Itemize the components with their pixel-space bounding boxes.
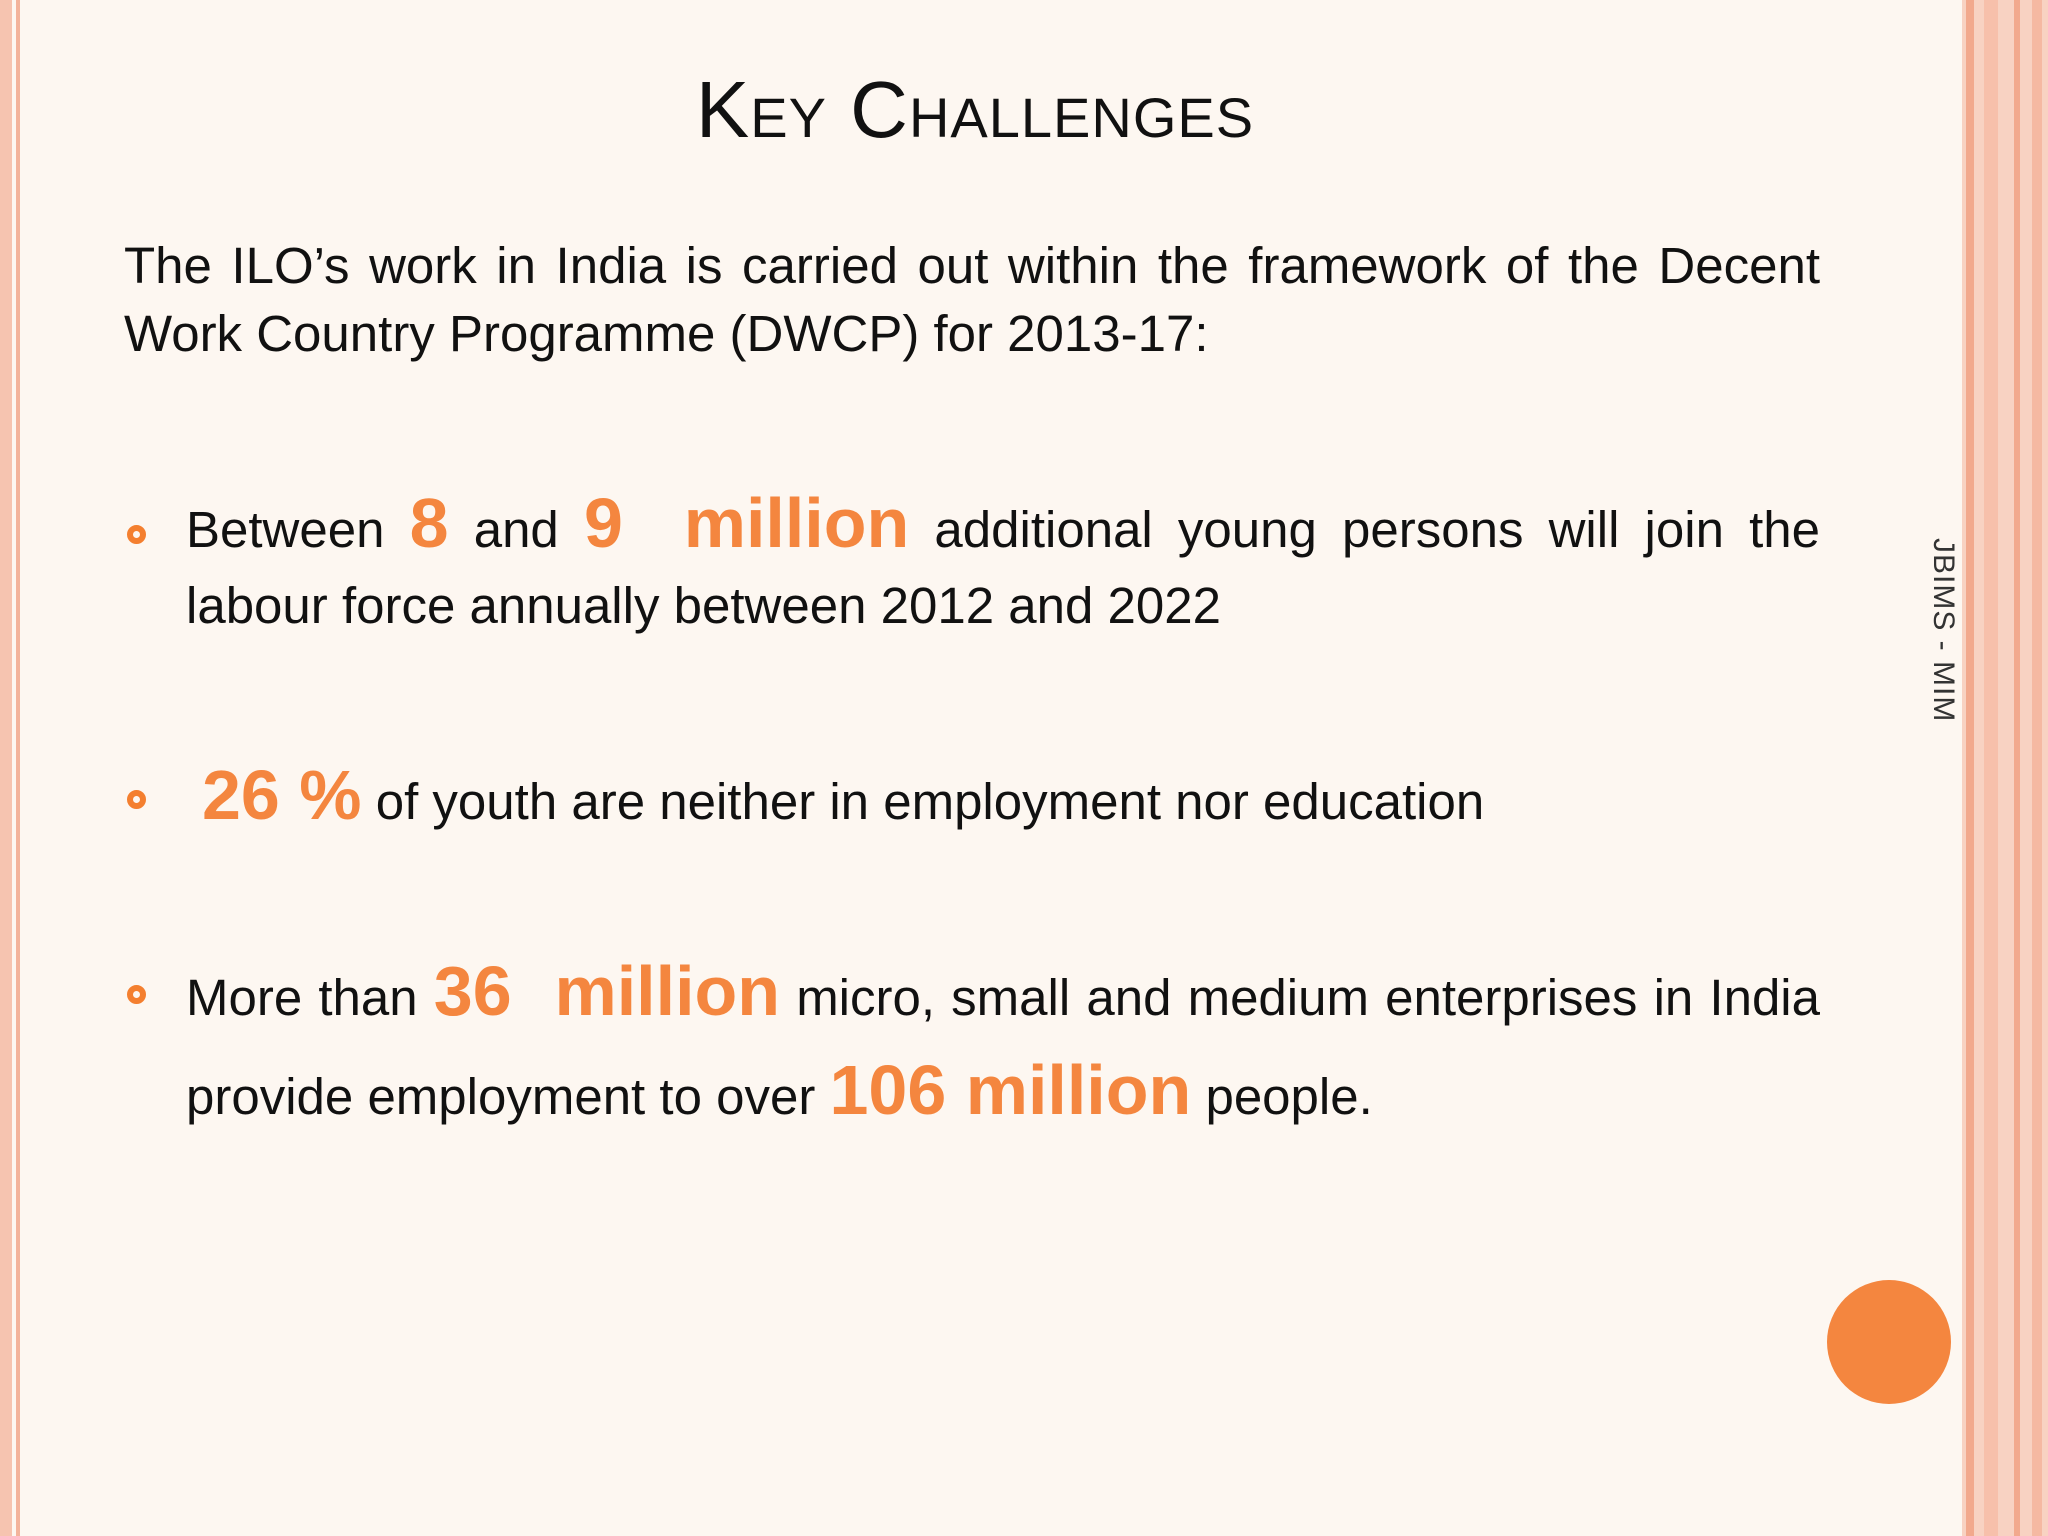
intro-paragraph: The ILO’s work in India is carried out within the framework of the Decent Work Country Programme (DWCP) for 2013-17: bbox=[124, 237, 1820, 362]
slide-title: Key Challenges bbox=[695, 65, 1255, 154]
decorative-circle bbox=[1827, 1280, 1951, 1404]
right-decorative-band bbox=[1962, 0, 2048, 1536]
ring-bullet-icon bbox=[127, 525, 146, 544]
ring-bullet-icon bbox=[127, 790, 146, 809]
right-stripe bbox=[1966, 0, 1974, 1536]
highlight-number: 36 million bbox=[433, 952, 781, 1030]
right-stripe bbox=[2014, 0, 2020, 1536]
highlight-number: 26 % bbox=[202, 756, 362, 834]
bullet-text bbox=[186, 485, 1820, 644]
bullet-text bbox=[186, 945, 1820, 1143]
bullet-text-post: of youth are neither in employment nor education bbox=[361, 773, 1485, 830]
bullet-text bbox=[186, 750, 1836, 847]
bullet-text-pre: More than bbox=[186, 969, 434, 1026]
bullet-text-post: people. bbox=[1191, 1068, 1373, 1125]
highlight-number: 8 bbox=[409, 484, 449, 562]
bullet-text-mid: and bbox=[448, 501, 584, 558]
left-border-stripe bbox=[0, 0, 12, 1536]
right-stripe bbox=[1984, 0, 1998, 1536]
highlight-number: 9 million bbox=[583, 484, 910, 562]
bullet-text-mid: micro, small and medium enterprises in India provide employment to over bbox=[186, 969, 1821, 1125]
ring-bullet-icon bbox=[127, 985, 146, 1004]
side-label: JBIMS - MIM bbox=[1927, 538, 1960, 723]
bullet-text-post: additional young persons will join the labour force annually between 2012 and 2022 bbox=[186, 501, 1820, 634]
left-border-stripe-inner bbox=[16, 0, 20, 1536]
bullet-text-pre: Between bbox=[186, 501, 410, 558]
right-stripe bbox=[2032, 0, 2042, 1536]
highlight-number: 106 million bbox=[829, 1051, 1192, 1129]
